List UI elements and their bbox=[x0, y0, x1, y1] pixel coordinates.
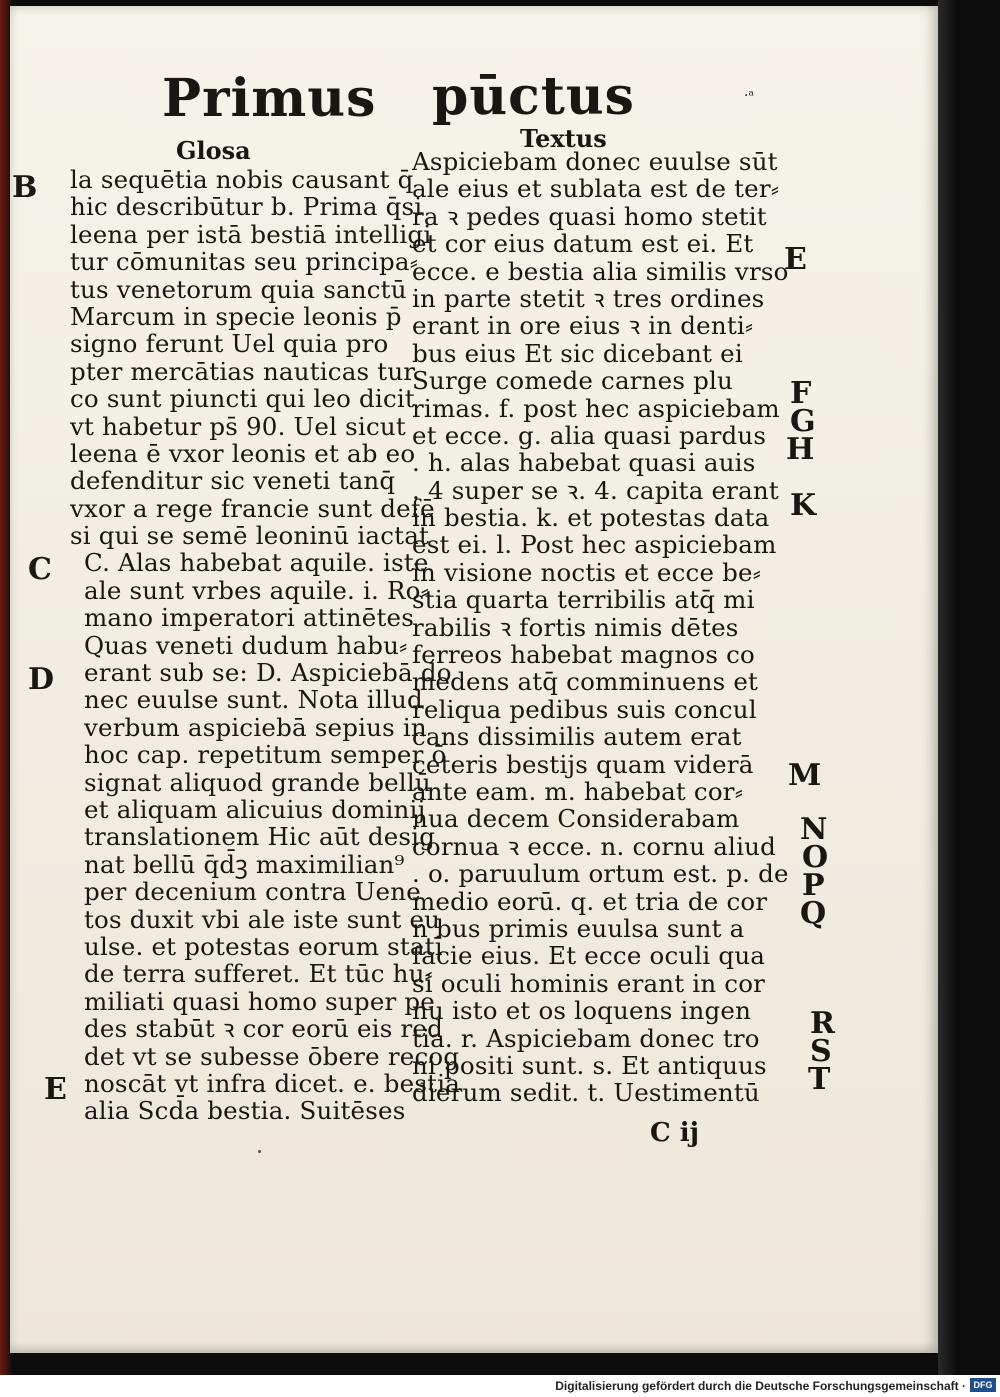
text-line: Surge comede carnes plu bbox=[412, 366, 733, 396]
printer-mark: ·ᵃ bbox=[744, 88, 754, 104]
text-line: Quas veneti dudum habu⸗ bbox=[84, 630, 408, 660]
text-line: det vt se subesse ōbere recog bbox=[84, 1041, 460, 1071]
text-line: Aspiciebam donec euulse sūt bbox=[412, 147, 778, 176]
text-line: cornua ꝛ ecce. n. cornu aliud bbox=[412, 831, 776, 861]
page-gutter-shadow bbox=[938, 0, 958, 1375]
text-line: noscāt vt infra dicet. e. bestia bbox=[84, 1068, 461, 1098]
page-header-punctus: pūctus bbox=[432, 66, 635, 127]
text-line: bus eius Et sic dicebant ei bbox=[412, 338, 743, 368]
text-line: ante eam. m. habebat cor⸗ bbox=[412, 776, 744, 806]
text-line: leena per istā bestiā intelligi bbox=[70, 219, 432, 249]
text-line: tia. r. Aspiciebam donec tro bbox=[412, 1023, 760, 1053]
margin-letter-f: F bbox=[790, 376, 812, 411]
text-line: co sunt piuncti qui leo dicit bbox=[70, 384, 415, 414]
text-line: et ecce. g. alia quasi pardus bbox=[412, 420, 767, 450]
text-line: et aliquam alicuius dominij bbox=[84, 794, 426, 824]
text-line: ulse. et potestas eorum statī bbox=[84, 931, 443, 961]
text-line: miliati quasi homo super pe bbox=[84, 986, 435, 1016]
text-line: n bus primis euulsa sunt a bbox=[412, 913, 745, 943]
text-line: medens atq̄ comminuens et bbox=[412, 667, 759, 697]
text-line: . o. paruulum ortum est. p. de bbox=[412, 859, 789, 889]
text-line: de terra sufferet. Et tūc hu⸗ bbox=[84, 959, 433, 989]
glosa-column bbox=[70, 165, 461, 1126]
text-line: medio eorū. q. et tria de cor bbox=[412, 886, 768, 916]
text-line: ale eius et sublata est de ter⸗ bbox=[412, 174, 780, 204]
text-line: vxor a rege francie sunt defē bbox=[70, 493, 435, 523]
signature-mark: C ij bbox=[650, 1118, 700, 1148]
margin-letter-g: G bbox=[790, 404, 816, 439]
text-line: mano imperatori attinētes bbox=[84, 603, 414, 633]
text-line: per decenium contra Uene bbox=[84, 877, 421, 907]
margin-letter-d: D bbox=[28, 662, 55, 697]
text-line: ceteris bestijs quam viderā bbox=[412, 749, 754, 779]
text-line: et cor eius datum est ei. Et bbox=[412, 229, 754, 259]
text-line: . h. alas habebat quasi auis bbox=[412, 448, 756, 478]
text-line: la sequētia nobis causant q̄ bbox=[70, 165, 414, 194]
text-line: cans dissimilis autem erat bbox=[412, 722, 742, 752]
digitization-credit: Digitalisierung gefördert durch die Deutsche Forschungsgemeinschaft · bbox=[555, 1379, 966, 1393]
text-line: signo ferunt Uel quia pro bbox=[70, 329, 389, 359]
text-line: hic describūtur b. Prima q̄si bbox=[70, 192, 423, 222]
text-line: nu isto et os loquens ingen bbox=[412, 996, 752, 1026]
text-line: facie eius. Et ecce oculi qua bbox=[412, 941, 766, 971]
text-line: pter mercātias nauticas tur bbox=[70, 356, 416, 386]
text-line: rabilis ꝛ fortis nimis dētes bbox=[412, 612, 739, 642]
ink-speck bbox=[258, 1150, 261, 1153]
text-line: rimas. f. post hec aspiciebam bbox=[412, 393, 780, 423]
text-line: stia quarta terribilis atq̄ mi bbox=[412, 585, 755, 615]
margin-letter-b: B bbox=[12, 170, 38, 205]
text-line: signat aliquod grande bellū bbox=[84, 767, 431, 797]
text-line: erant sub se: D. Aspiciebā do bbox=[84, 658, 452, 688]
margin-letter-c: C bbox=[28, 552, 52, 587]
text-line: nat bellū q̄d̄ꝫ maximilian⁹ bbox=[84, 849, 405, 879]
text-line: ra ꝛ pedes quasi homo stetit bbox=[412, 201, 767, 231]
text-line: leena ē vxor leonis et ab eo bbox=[70, 438, 416, 468]
text-line: vt habetur ps̄ 90. Uel sicut bbox=[70, 411, 406, 441]
text-line: ecce. e bestia alia similis vrso bbox=[412, 256, 789, 286]
text-line: defenditur sic veneti tanq̄ bbox=[70, 466, 396, 496]
margin-letter-e-right: E bbox=[784, 242, 807, 277]
text-line: est ei. l. Post hec aspiciebam bbox=[412, 530, 777, 560]
margin-letter-q: Q bbox=[800, 896, 827, 931]
text-line: reliqua pedibus suis concul bbox=[412, 694, 757, 724]
text-line: des stabūt ꝛ cor eorū eis red bbox=[84, 1014, 443, 1044]
text-line: verbum aspiciebā sepius in bbox=[84, 712, 427, 742]
text-line: ni positi sunt. s. Et antiquus bbox=[412, 1050, 767, 1080]
text-line: in parte stetit ꝛ tres ordines bbox=[412, 283, 765, 313]
text-line: translationem Hic aūt desig bbox=[84, 822, 436, 852]
margin-letter-t: T bbox=[808, 1062, 831, 1097]
text-line: ale sunt vrbes aquile. i. Ro⸗ bbox=[84, 575, 429, 605]
text-line: tus venetorum quia sanctū bbox=[70, 274, 407, 304]
text-line: . 4 super se ꝛ. 4. capita erant bbox=[412, 475, 779, 505]
text-line: erant in ore eius ꝛ in denti⸗ bbox=[412, 311, 754, 341]
text-line: si qui se semē leoninū iactat bbox=[70, 521, 430, 551]
text-line: nua decem Considerabam bbox=[412, 804, 740, 834]
glosa-heading: Glosa bbox=[176, 136, 251, 165]
text-line: alia Scd̄a bestia. Suitēses bbox=[84, 1096, 406, 1126]
margin-letter-h: H bbox=[786, 432, 815, 467]
text-line: ferreos habebat magnos co bbox=[412, 640, 755, 670]
margin-letter-n: N bbox=[800, 812, 828, 847]
margin-letter-e-left: E bbox=[44, 1072, 67, 1107]
page-header-primus: Primus bbox=[162, 68, 377, 129]
text-line: tur cōmunitas seu principa⸗ bbox=[70, 247, 419, 277]
margin-letter-k: K bbox=[790, 488, 817, 523]
margin-letter-m: M bbox=[788, 758, 822, 793]
margin-letter-s: S bbox=[810, 1034, 832, 1069]
margin-letter-r: R bbox=[810, 1006, 835, 1041]
text-line: in bestia. k. et potestas data bbox=[412, 503, 770, 533]
margin-letter-o: O bbox=[802, 840, 829, 875]
text-line: si oculi hominis erant in cor bbox=[412, 968, 766, 998]
margin-letter-p: P bbox=[802, 868, 825, 903]
text-line: nec euulse sunt. Nota illud bbox=[84, 685, 423, 715]
text-line: C. Alas habebat aquile. iste bbox=[84, 548, 429, 578]
text-line: Marcum in specie leonis p̄ bbox=[70, 301, 402, 331]
text-line: tos duxit vbi ale iste sunt eu bbox=[84, 904, 441, 934]
text-line: dierum sedit. t. Uestimentū bbox=[412, 1078, 760, 1108]
textus-heading: Textus bbox=[520, 124, 607, 153]
dfg-logo: DFG bbox=[970, 1378, 996, 1392]
text-line: in visione noctis et ecce be⸗ bbox=[412, 557, 762, 587]
textus-column bbox=[412, 147, 789, 1108]
text-line: hoc cap. repetitum semper ō bbox=[84, 740, 447, 770]
